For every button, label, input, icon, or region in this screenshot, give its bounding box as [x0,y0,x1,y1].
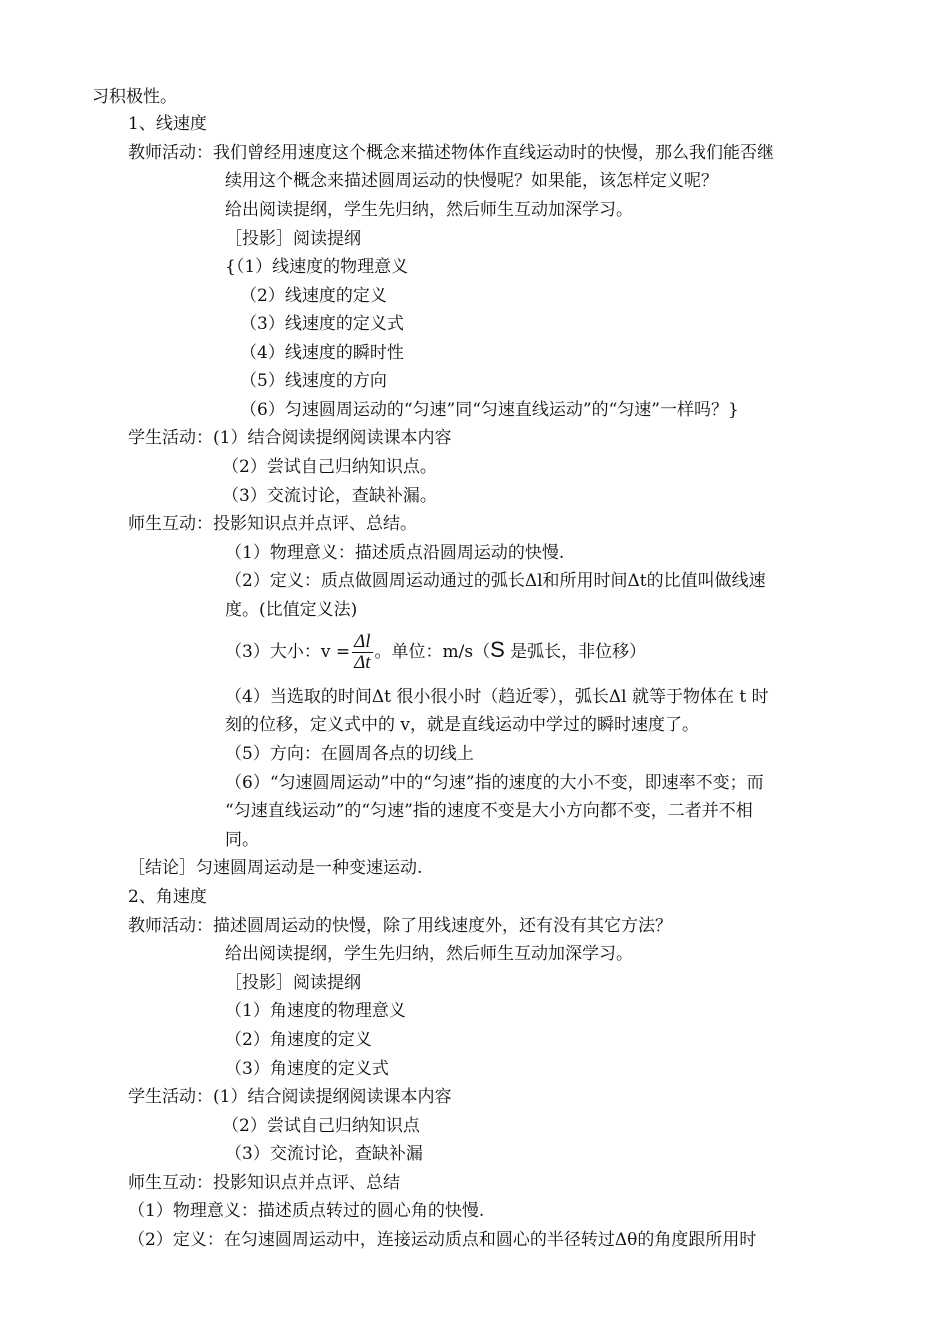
fraction-numerator: Δl [354,631,371,652]
text-line: 教师活动：描述圆周运动的快慢，除了用线速度外，还有没有其它方法？ [128,916,672,936]
text-line: 同。 [225,830,259,850]
text-line: （5）方向：在圆周各点的切线上 [225,744,474,764]
text-line: （1）物理意义：描述质点沿圆周运动的快慢. [225,543,565,563]
text-line: 教师活动：我们曾经用速度这个概念来描述物体作直线运动时的快慢，那么我们能否继 [128,143,774,163]
text-line: 学生活动：(1）结合阅读提纲阅读课本内容 [128,428,452,448]
formula-note: 是弧长，非位移） [504,642,647,662]
outline-item: （3）角速度的定义式 [225,1059,389,1079]
section-heading: 2、角速度 [128,887,207,907]
text-line: 学生活动：(1）结合阅读提纲阅读课本内容 [128,1087,452,1107]
text-line: （1）物理意义：描述质点转过的圆心角的快慢. [128,1201,485,1221]
formula-line [225,626,646,676]
text-line: ［投影］阅读提纲 [225,973,361,993]
formula-prefix: （3）大小：v = [225,642,351,662]
section-heading: 1、线速度 [128,114,207,134]
outline-item: （2）线速度的定义 [240,286,387,306]
text-line: 师生互动：投影知识点并点评、总结 [128,1173,400,1193]
text-line: ［投影］阅读提纲 [225,229,361,249]
text-line: 刻的位移，定义式中的 v，就是直线运动中学过的瞬时速度了。 [225,715,700,735]
unit-text: 。单位：m/s（ [374,642,491,662]
text-line: 给出阅读提纲，学生先归纳，然后师生互动加深学习。 [225,200,633,220]
text-line: 师生互动：投影知识点并点评、总结。 [128,514,417,534]
outline-item: （1）角速度的物理意义 [225,1001,406,1021]
outline-item: （5）线速度的方向 [240,371,387,391]
text-line: 给出阅读提纲，学生先归纳，然后师生互动加深学习。 [225,944,633,964]
text-line: （4）当选取的时间Δt 很小很小时（趋近零），弧长Δl 就等于物体在 t 时 [225,687,769,707]
s-symbol: S [490,637,505,662]
conclusion-line: ［结论］匀速圆周运动是一种变速运动. [128,858,423,878]
outline-item: （2）角速度的定义 [225,1030,372,1050]
outline-item: （4）线速度的瞬时性 [240,343,404,363]
text-line: （2）尝试自己归纳知识点。 [222,457,437,477]
text-line: （2）定义：在匀速圆周运动中，连接运动质点和圆心的半径转过Δθ的角度跟所用时 [128,1230,757,1250]
text-line: （3）交流讨论，查缺补漏。 [222,486,437,506]
velocity-fraction [352,632,372,673]
text-line: 度。(比值定义法) [225,600,358,620]
text-line: 续用这个概念来描述圆周运动的快慢呢？如果能，该怎样定义呢？ [225,171,718,191]
outline-item: {（1）线速度的物理意义 [225,257,409,277]
text-line: （2）定义：质点做圆周运动通过的弧长Δl和所用时间Δt的比值叫做线速 [225,571,766,591]
text-line: （3）交流讨论，查缺补漏 [225,1144,423,1164]
text-line: 习积极性。 [92,87,177,107]
text-line: “匀速直线运动”的“匀速”指的速度不变是大小方向都不变，二者并不相 [225,801,753,821]
text-line: （6）“匀速圆周运动”中的“匀速”指的速度的大小不变，即速率不变；而 [225,773,764,793]
text-line: （2）尝试自己归纳知识点 [222,1116,420,1136]
outline-item: （6）匀速圆周运动的“匀速”同“匀速直线运动”的“匀速”一样吗？} [240,400,739,420]
fraction-denominator: Δt [354,652,371,673]
outline-item: （3）线速度的定义式 [240,314,404,334]
